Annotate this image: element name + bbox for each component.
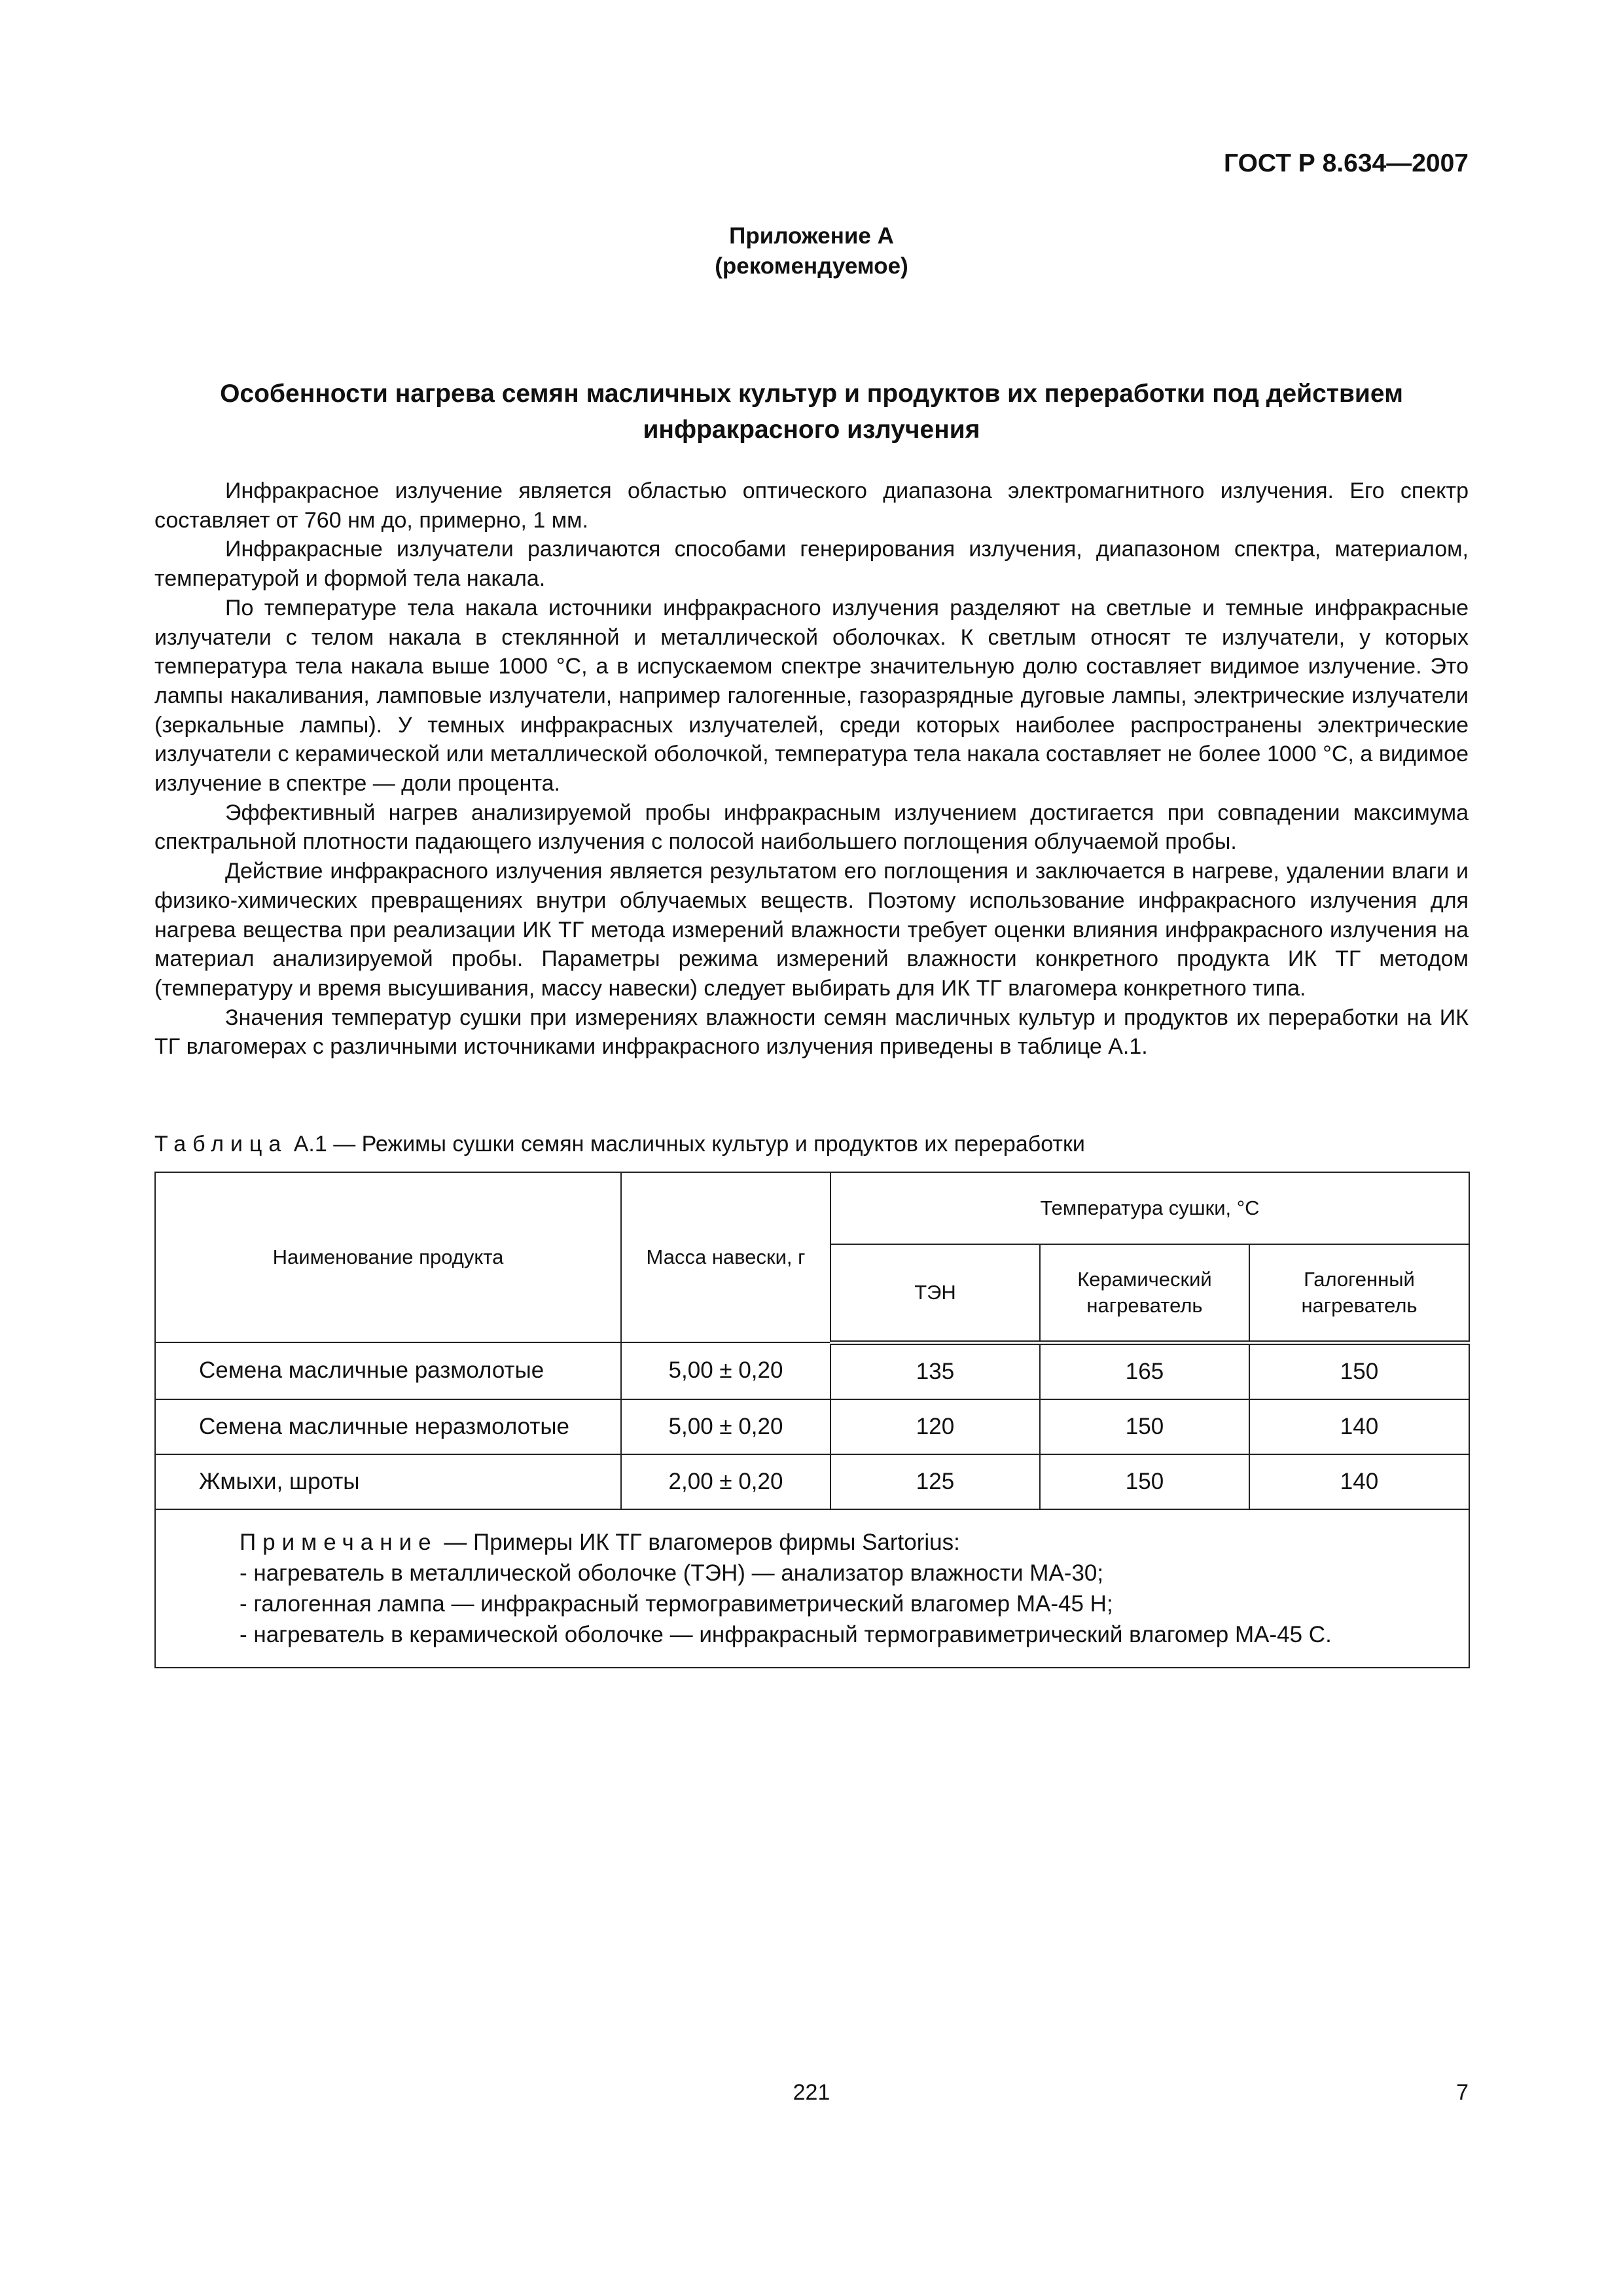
ten-temperature-cell: 125	[830, 1454, 1040, 1509]
table-row	[155, 1342, 1469, 1399]
appendix-title: Приложение А	[729, 223, 894, 249]
paragraph: Инфракрасные излучатели различаются способами генерирования излучения, диапазоном спектра, материалом, температурой и формой тела накала.	[154, 537, 1469, 592]
note-line: - галогенная лампа — инфракрасный термогравиметрический влагомер МА-45 Н;	[240, 1590, 1113, 1617]
note-intro: — Примеры ИК ТГ влагомеров фирмы Sartorius:	[437, 1529, 960, 1555]
ceramic-temperature-cell: 150	[1040, 1399, 1249, 1454]
drying-modes-table	[154, 1172, 1470, 1668]
ceramic-temperature-cell: 150	[1040, 1454, 1249, 1509]
header-halogen-line1: Галогенный	[1304, 1267, 1415, 1291]
mass-cell: 5,00 ± 0,20	[621, 1342, 830, 1399]
halogen-temperature-cell: 150	[1249, 1342, 1469, 1399]
body-text	[154, 476, 1469, 1062]
table-caption	[154, 1130, 1085, 1158]
header-ceramic-line1: Керамический	[1077, 1267, 1212, 1291]
appendix-heading	[0, 221, 1623, 281]
table-note-row	[155, 1509, 1469, 1668]
page-number: 221	[793, 2080, 830, 2105]
table-note	[155, 1509, 1469, 1668]
product-name-cell: Семена масличные размолотые	[155, 1342, 621, 1399]
paragraph: По температуре тела накала источники инфракрасного излучения разделяют на светлые и темные инфракрасные излучатели с телом накала в стеклянной и металлической оболочках. К светлым относят те излучатели, у которых температура тела накала выше 1000 °С, а в испускаемом спектре значительную долю составляет видимое излучение. Это лампы накаливания, ламповые излучатели, например галогенные, газоразрядные дуговые лампы, электрические излучатели (зеркальные лампы). У темных инфракрасных излучателей, среди которых наиболее распространены электрические излучатели с керамической или металлической оболочкой, температура тела накала составляет не более 1000 °С, а видимое излучение в спектре — доли процента.	[154, 595, 1469, 797]
table-caption-text: А.1 — Режимы сушки семян масличных культур и продуктов их переработки	[287, 1132, 1085, 1157]
product-name-cell: Жмыхи, шроты	[155, 1454, 621, 1509]
header-ten: ТЭН	[830, 1244, 1040, 1342]
sheet-number: 7	[1456, 2080, 1469, 2105]
table-row	[155, 1399, 1469, 1454]
header-temperature: Температура сушки, °С	[830, 1172, 1469, 1244]
mass-cell: 2,00 ± 0,20	[621, 1454, 830, 1509]
standard-code: ГОСТ Р 8.634—2007	[1224, 149, 1469, 177]
table-caption-label: Таблица	[154, 1132, 288, 1157]
mass-cell: 5,00 ± 0,20	[621, 1399, 830, 1454]
paragraph: Инфракрасное излучение является областью оптического диапазона электромагнитного излучения. Его спектр составляет от 760 нм до, примерно, 1 мм.	[154, 478, 1469, 533]
paragraph: Действие инфракрасного излучения является результатом его поглощения и заключается в нагреве, удалении влаги и физико-химических превращениях внутри облучаемых веществ. Поэтому использование инфракрасного излучения для нагрева вещества при реализации ИК ТГ метода измерений влажности требует оценки влияния инфракрасного излучения на материал анализируемой пробы. Параметры режима измерений влажности конкретного продукта ИК ТГ методом (температуру и время высушивания, массу навески) следует выбирать для ИК ТГ влагомера конкретного типа.	[154, 859, 1469, 1001]
halogen-temperature-cell: 140	[1249, 1454, 1469, 1509]
note-heading	[240, 1527, 1461, 1558]
halogen-temperature-cell: 140	[1249, 1399, 1469, 1454]
table-row	[155, 1454, 1469, 1509]
note-line: - нагреватель в керамической оболочке — инфракрасный термогравиметрический влагомер МА-45 С.	[240, 1621, 1332, 1647]
note-label: Примечание	[240, 1529, 438, 1555]
ten-temperature-cell: 120	[830, 1399, 1040, 1454]
paragraph: Значения температур сушки при измерениях влажности семян масличных культур и продуктов их переработки на ИК ТГ влагомерах с различными источниками инфракрасного излучения приведены в таблице А.1.	[154, 1005, 1469, 1060]
paragraph: Эффективный нагрев анализируемой пробы инфракрасным излучением достигается при совпадении максимума спектральной плотности падающего излучения с полосой наибольшего поглощения облучаемой пробы.	[154, 800, 1469, 855]
header-mass: Масса навески, г	[621, 1172, 830, 1342]
appendix-status: (рекомендуемое)	[715, 253, 908, 279]
header-product: Наименование продукта	[155, 1172, 621, 1342]
document-title: Особенности нагрева семян масличных культур и продуктов их переработки под действием инфракрасного излучения	[220, 380, 1403, 444]
header-ceramic	[1040, 1244, 1249, 1342]
note-line: - нагреватель в металлической оболочке (ТЭН) — анализатор влажности МА-30;	[240, 1560, 1104, 1586]
header-halogen-line2: нагреватель	[1301, 1293, 1418, 1317]
header-ceramic-line2: нагреватель	[1086, 1293, 1203, 1317]
ten-temperature-cell: 135	[830, 1342, 1040, 1399]
ceramic-temperature-cell: 165	[1040, 1342, 1249, 1399]
header-halogen	[1249, 1244, 1469, 1342]
product-name-cell: Семена масличные неразмолотые	[155, 1399, 621, 1454]
